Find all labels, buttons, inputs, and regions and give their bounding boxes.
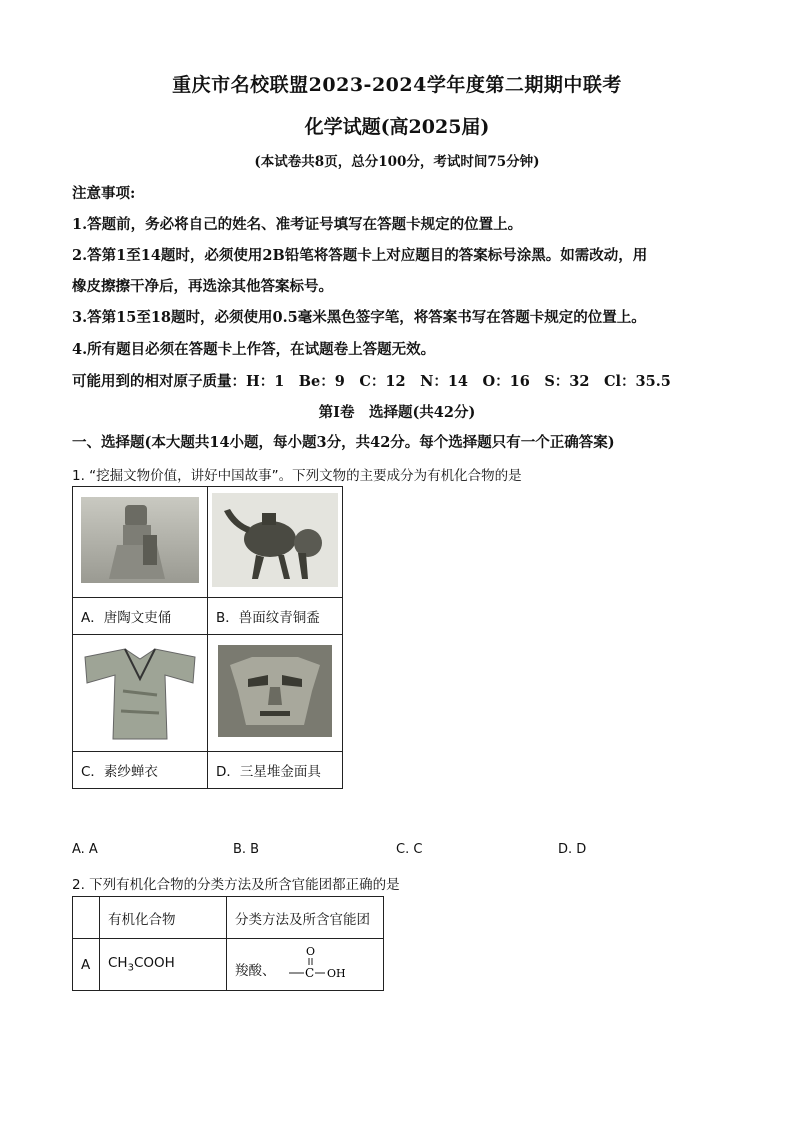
note-item-3: 3.答第15至18题时，必须使用0.5毫米黑色签字笔，将答案书写在答题卡规定的位置上。 [72, 309, 646, 326]
image-cell-a [73, 487, 208, 598]
q1-option-a[interactable]: A. A [72, 842, 98, 857]
image-cell-c [73, 635, 208, 752]
notes-heading: 注意事项: [72, 185, 136, 202]
section-title: 第Ⅰ卷 选择题(共42分) [318, 404, 476, 421]
q2-row-a-class [227, 939, 384, 991]
bronze-vessel-image [208, 487, 342, 593]
note-item-2: 2.答第1至14题时，必须使用2B铅笔将答题卡上对应题目的答案标号涂黑。如需改动，用 [72, 247, 648, 264]
question-2-stem: 2. 下列有机化合物的分类方法及所含官能团都正确的是 [72, 877, 400, 893]
formula-ch: CH [108, 955, 128, 972]
q2-header-compound: 有机化合物 [100, 897, 227, 939]
q2-table [72, 896, 384, 991]
q1-image-table [72, 486, 343, 789]
question-1-stem: 1. “挖掘文物价值，讲好中国故事”。下列文物的主要成分为有机化合物的是 [72, 468, 522, 484]
image-cell-b [208, 487, 343, 598]
struct-o: O [306, 944, 316, 958]
image-cell-d [208, 635, 343, 752]
item-b-label: B．兽面纹青铜盉 [208, 598, 343, 635]
struct-c: C [305, 965, 315, 980]
q2-header-blank [73, 897, 100, 939]
gold-mask-image [208, 635, 342, 747]
carboxyl-structure-icon [285, 943, 365, 987]
tang-pottery-figurine-image [73, 487, 207, 593]
item-c-label: C．素纱蝉衣 [73, 752, 208, 789]
formula-subscript: 3 [127, 962, 134, 974]
q2-header-class: 分类方法及所含官能团 [227, 897, 384, 939]
item-a-label: A．唐陶文吏俑 [73, 598, 208, 635]
atomic-masses: 可能用到的相对原子质量：H：1 Be：9 C：12 N：14 O：16 S：32 Cl：35.5 [72, 373, 671, 390]
q1-option-d[interactable]: D. D [558, 842, 587, 857]
exam-info: (本试卷共8页，总分100分，考试时间75分钟) [254, 154, 540, 170]
exam-subject-title: 化学试题(高2025届) [304, 116, 490, 138]
item-d-label: D．三星堆金面具 [208, 752, 343, 789]
silk-gown-image [73, 635, 207, 747]
note-item-1: 1.答题前，务必将自己的姓名、准考证号填写在答题卡规定的位置上。 [72, 216, 523, 233]
q1-option-c[interactable]: C. C [396, 842, 423, 857]
class-name: 羧酸、 [235, 962, 276, 979]
exam-title: 重庆市名校联盟2023-2024学年度第二期期中联考 [172, 74, 622, 96]
q2-row-a-formula [100, 939, 227, 991]
note-item-2-cont: 橡皮擦擦干净后，再选涂其他答案标号。 [72, 278, 333, 295]
section-instruction: 一、选择题(本大题共14小题，每小题3分，共42分。每个选择题只有一个正确答案) [72, 434, 615, 451]
q2-row-a-letter: A [73, 939, 100, 991]
note-item-4: 4.所有题目必须在答题卡上作答，在试题卷上答题无效。 [72, 341, 436, 358]
struct-oh: OH [327, 966, 346, 980]
formula-cooh: COOH [133, 955, 175, 972]
q1-option-b[interactable]: B. B [233, 842, 260, 857]
